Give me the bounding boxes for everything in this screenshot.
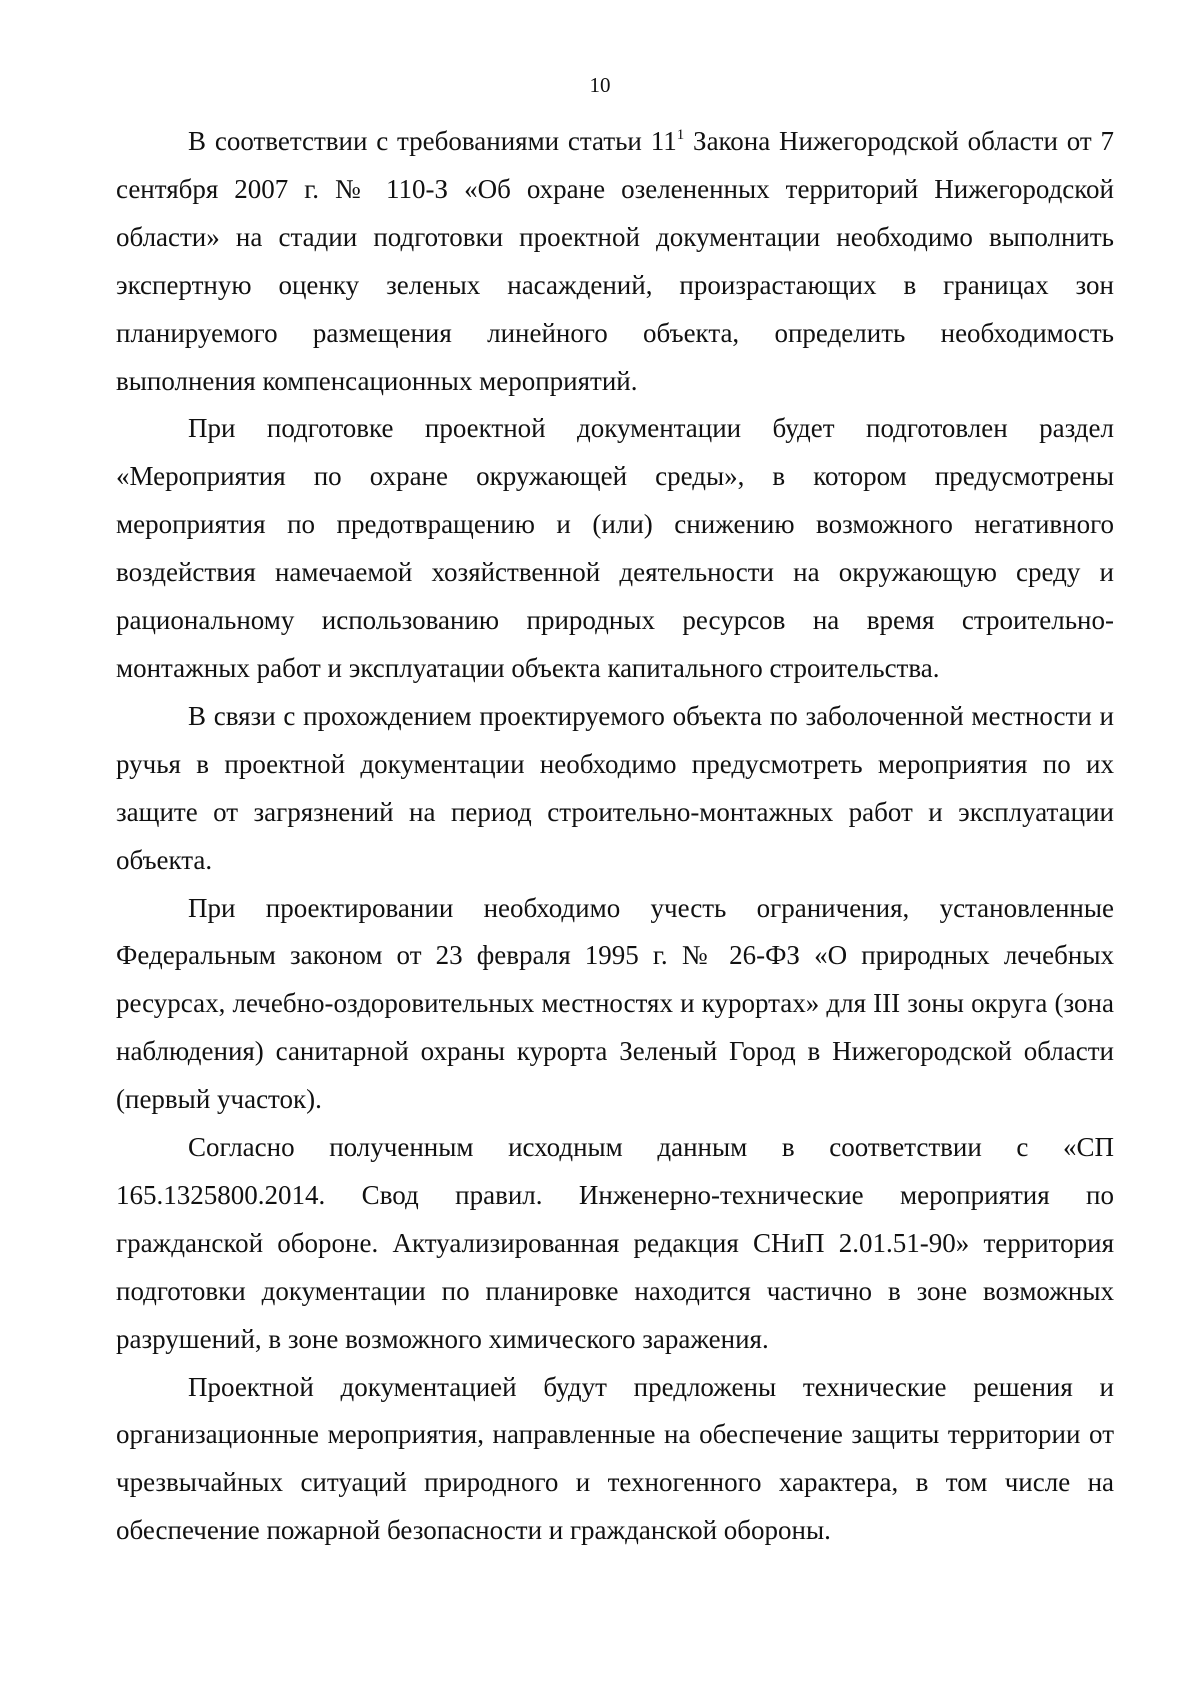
paragraph-text: Закона Нижегородской области от 7 сентября 2007 г. № 110-З «Об охране озелененных территорий Нижегородской области» на стадии подготовки проектной документации необходимо выполнить экспертную оценку зеленых насаждений, произрастающих в границах зон планируемого размещения линейного объекта, определить необходимость выполнения компенсационных мероприятий. [116, 126, 1114, 396]
paragraph-text: В соответствии с требованиями статьи 11 [188, 126, 677, 156]
paragraph-civil-defense-zones: Согласно полученным исходным данным в соответствии с «СП 165.1325800.2014. Свод правил. Инженерно-технические мероприятия по гражданской обороне. Актуализированная редакция СНиП 2.01.51-90» территория подготовки документации по планировке находится частично в зоне возможных разрушений, в зоне возможного химического заражения. [116, 1132, 1114, 1354]
paragraph-resort-restrictions: При проектировании необходимо учесть ограничения, установленные Федеральным законом от 23 февраля 1995 г. № 26-ФЗ «О природных лечебных ресурсах, лечебно-оздоровительных местностях и курортах» для III зоны округа (зона наблюдения) санитарной охраны курорта Зеленый Город в Нижегородской области (первый участок). [116, 892, 1114, 1115]
paragraph-emergency-protection: Проектной документацией будут предложены технические решения и организационные мероприятия, направленные на обеспечение защиты территории от чрезвычайных ситуаций природного и техногенного характера, в том числе на обеспечение пожарной безопасности и гражданской обороны. [116, 1371, 1114, 1546]
paragraph-environment-section: При подготовке проектной документации будет подготовлен раздел «Мероприятия по охране окружающей среды», в котором предусмотрены мероприятия по предотвращению и (или) снижению возможного негативного воздействия намечаемой хозяйственной деятельности на окружающую среду и рациональному использованию природных ресурсов на время строительно-монтажных работ и эксплуатации объекта капитального строительства. [116, 413, 1114, 683]
paragraph-wetland-protection: В связи с прохождением проектируемого объекта по заболоченной местности и ручья в проектной документации необходимо предусмотреть мероприятия по их защите от загрязнений на период строительно-монтажных работ и эксплуатации объекта. [116, 700, 1114, 875]
paragraph-green-spaces [116, 118, 1114, 405]
page-number: 10 [589, 73, 611, 97]
article-superscript: 1 [676, 127, 685, 143]
document-body [116, 118, 1114, 1555]
